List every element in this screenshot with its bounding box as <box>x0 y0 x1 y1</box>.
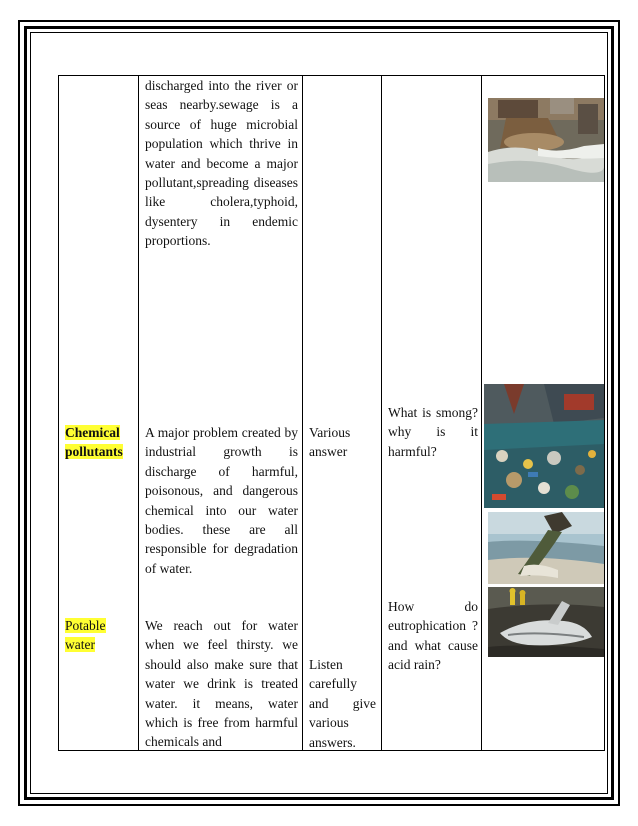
topic-label: Potable water <box>65 618 106 653</box>
oiled-whale-photo <box>488 587 604 657</box>
column-divider <box>302 76 303 750</box>
content-cell: We reach out for water when we feel thirsty. we should also make sure that water we drink is treated water. it means, water which is free from harmful chemicals and <box>145 618 298 750</box>
topic-cell <box>65 616 125 655</box>
pipe-discharge-photo <box>488 512 604 584</box>
lesson-table <box>58 75 605 751</box>
column-divider <box>138 76 139 750</box>
column-divider <box>481 76 482 750</box>
column-divider <box>381 76 382 750</box>
topic-label: Chemical pollutants <box>65 425 123 460</box>
activity-cell: Listen carefully and give various answers. <box>309 657 376 750</box>
question-cell: What is smong?why is it harmful? <box>388 405 478 459</box>
topic-cell <box>65 423 135 462</box>
activity-cell: Various answer <box>309 425 351 460</box>
content-cell: discharged into the river or seas nearby.sewage is a source of huge microbial population which thrive in water and become a major pollutant,spreading diseases like cholera,typhoid, dysentery in endemic proportions. <box>145 78 298 249</box>
content-cell: A major problem created by industrial growth is discharge of harmful, poisonous, and dangerous chemical into our water bodies. these are all responsible for degradation of water. <box>145 425 298 576</box>
polluted-harbor-photo <box>484 384 604 508</box>
sewage-discharge-photo <box>488 98 604 182</box>
question-cell: How do eutrophication ? and what cause acid rain? <box>388 599 478 673</box>
